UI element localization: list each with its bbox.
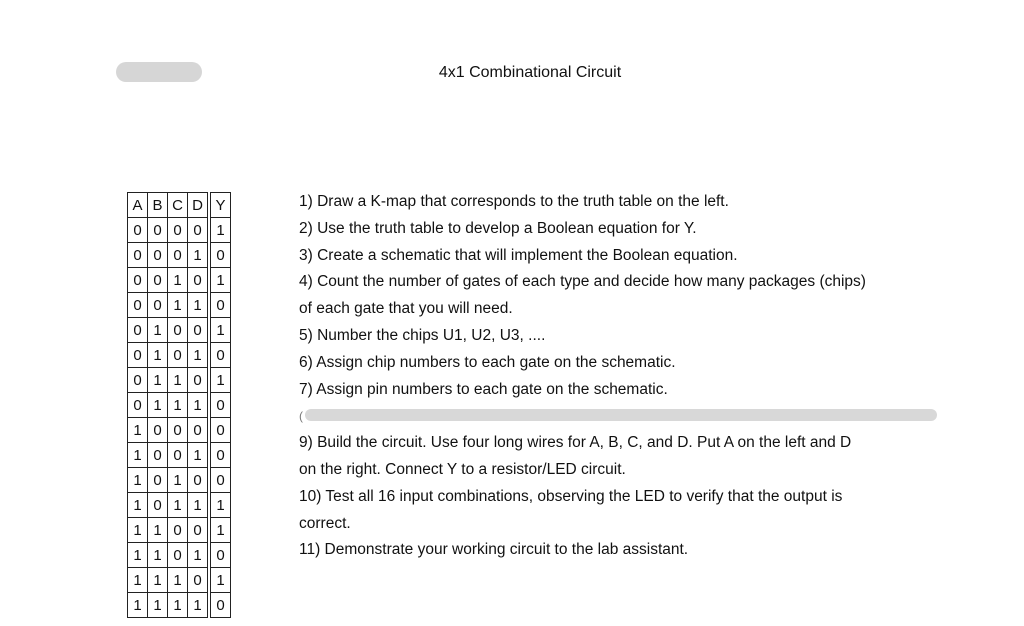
instruction-6: 6) Assign chip numbers to each gate on the schematic. [299, 353, 676, 371]
table-cell-y: 1 [209, 368, 231, 393]
table-cell-y: 1 [209, 268, 231, 293]
table-cell-d: 0 [188, 568, 210, 593]
table-row [128, 218, 231, 243]
table-cell-a: 1 [128, 443, 148, 468]
instruction-7: 7) Assign pin numbers to each gate on the schematic. [299, 380, 668, 398]
table-cell-b: 1 [148, 368, 168, 393]
table-row [128, 543, 231, 568]
table-cell-d: 1 [188, 343, 210, 368]
table-cell-a: 1 [128, 568, 148, 593]
table-cell-y: 1 [209, 518, 231, 543]
table-cell-d: 0 [188, 518, 210, 543]
table-cell-a: 0 [128, 368, 148, 393]
table-cell-c: 0 [168, 443, 188, 468]
table-row [128, 568, 231, 593]
table-cell-b: 0 [148, 268, 168, 293]
table-cell-y: 0 [209, 468, 231, 493]
table-cell-d: 1 [188, 493, 210, 518]
table-cell-y: 0 [209, 443, 231, 468]
redaction-smudge [305, 409, 937, 421]
table-cell-c: 0 [168, 543, 188, 568]
table-cell-b: 1 [148, 543, 168, 568]
table-row [128, 443, 231, 468]
instruction-10: 10) Test all 16 input combinations, observing the LED to verify that the output is [299, 487, 843, 505]
table-cell-b: 0 [148, 293, 168, 318]
table-cell-c: 0 [168, 218, 188, 243]
table-cell-c: 0 [168, 518, 188, 543]
table-cell-c: 1 [168, 293, 188, 318]
table-row [128, 343, 231, 368]
instruction-3: 3) Create a schematic that will implement the Boolean equation. [299, 246, 738, 264]
table-cell-d: 0 [188, 418, 210, 443]
table-cell-a: 0 [128, 268, 148, 293]
table-cell-c: 1 [168, 493, 188, 518]
instruction-9: 9) Build the circuit. Use four long wires for A, B, C, and D. Put A on the left and D [299, 434, 852, 452]
truth-table-body [128, 218, 231, 618]
instruction-8-fragment: ( [299, 409, 303, 424]
table-cell-a: 1 [128, 468, 148, 493]
table-cell-b: 1 [148, 518, 168, 543]
table-cell-d: 1 [188, 243, 210, 268]
table-cell-b: 0 [148, 443, 168, 468]
page-title: 4x1 Combinational Circuit [438, 64, 622, 81]
table-cell-y: 0 [209, 343, 231, 368]
table-cell-a: 0 [128, 243, 148, 268]
table-row [128, 368, 231, 393]
table-cell-c: 1 [168, 368, 188, 393]
table-cell-d: 1 [188, 593, 210, 618]
table-cell-d: 0 [188, 268, 210, 293]
table-cell-b: 0 [148, 493, 168, 518]
table-cell-d: 1 [188, 293, 210, 318]
table-cell-c: 0 [168, 343, 188, 368]
table-cell-a: 0 [128, 393, 148, 418]
table-cell-c: 1 [168, 268, 188, 293]
table-cell-a: 1 [128, 418, 148, 443]
table-cell-d: 0 [188, 468, 210, 493]
table-cell-b: 1 [148, 593, 168, 618]
table-cell-b: 1 [148, 568, 168, 593]
table-row [128, 268, 231, 293]
column-header-b: B [148, 193, 168, 218]
table-cell-d: 1 [188, 443, 210, 468]
table-cell-a: 0 [128, 218, 148, 243]
instruction-11: 11) Demonstrate your working circuit to the lab assistant. [299, 541, 689, 559]
table-cell-y: 0 [209, 593, 231, 618]
table-cell-c: 1 [168, 593, 188, 618]
table-row [128, 318, 231, 343]
instruction-10-continued: correct. [299, 514, 351, 532]
instruction-5: 5) Number the chips U1, U2, U3, .... [299, 326, 546, 344]
table-cell-c: 1 [168, 568, 188, 593]
column-header-d: D [188, 193, 210, 218]
table-cell-b: 0 [148, 418, 168, 443]
table-cell-a: 1 [128, 518, 148, 543]
table-cell-d: 1 [188, 393, 210, 418]
table-cell-y: 0 [209, 243, 231, 268]
table-cell-a: 0 [128, 318, 148, 343]
instructions [299, 189, 989, 564]
table-cell-a: 1 [128, 593, 148, 618]
table-cell-y: 0 [209, 543, 231, 568]
table-row [128, 493, 231, 518]
table-cell-a: 1 [128, 493, 148, 518]
table-row [128, 393, 231, 418]
table-cell-d: 1 [188, 543, 210, 568]
table-row [128, 243, 231, 268]
instruction-8-redacted [299, 403, 989, 430]
instruction-2: 2) Use the truth table to develop a Boolean equation for Y. [299, 219, 697, 237]
table-cell-y: 0 [209, 293, 231, 318]
column-header-c: C [168, 193, 188, 218]
table-cell-b: 1 [148, 343, 168, 368]
table-cell-a: 1 [128, 543, 148, 568]
table-cell-y: 1 [209, 318, 231, 343]
table-cell-b: 0 [148, 468, 168, 493]
table-row [128, 418, 231, 443]
table-cell-y: 0 [209, 418, 231, 443]
instruction-4-continued: of each gate that you will need. [299, 300, 513, 318]
table-cell-y: 1 [209, 493, 231, 518]
table-cell-c: 0 [168, 318, 188, 343]
table-cell-c: 1 [168, 393, 188, 418]
instruction-1: 1) Draw a K-map that corresponds to the truth table on the left. [299, 193, 729, 210]
table-cell-b: 0 [148, 218, 168, 243]
table-cell-y: 1 [209, 568, 231, 593]
table-cell-y: 0 [209, 393, 231, 418]
table-cell-d: 0 [188, 368, 210, 393]
table-row [128, 293, 231, 318]
table-cell-y: 1 [209, 218, 231, 243]
table-cell-d: 0 [188, 218, 210, 243]
column-header-y: Y [209, 193, 231, 218]
table-cell-d: 0 [188, 318, 210, 343]
table-cell-b: 1 [148, 318, 168, 343]
instruction-9-continued: on the right. Connect Y to a resistor/LED circuit. [299, 460, 626, 478]
table-cell-c: 0 [168, 243, 188, 268]
table-row [128, 468, 231, 493]
table-cell-b: 0 [148, 243, 168, 268]
table-row [128, 518, 231, 543]
column-header-a: A [128, 193, 148, 218]
table-cell-a: 0 [128, 293, 148, 318]
table-cell-c: 1 [168, 468, 188, 493]
truth-table-header-row [128, 193, 231, 218]
table-cell-c: 0 [168, 418, 188, 443]
instruction-4: 4) Count the number of gates of each type and decide how many packages (chips) [299, 273, 866, 291]
table-cell-a: 0 [128, 343, 148, 368]
truth-table [127, 192, 231, 618]
table-cell-b: 1 [148, 393, 168, 418]
table-row [128, 593, 231, 618]
